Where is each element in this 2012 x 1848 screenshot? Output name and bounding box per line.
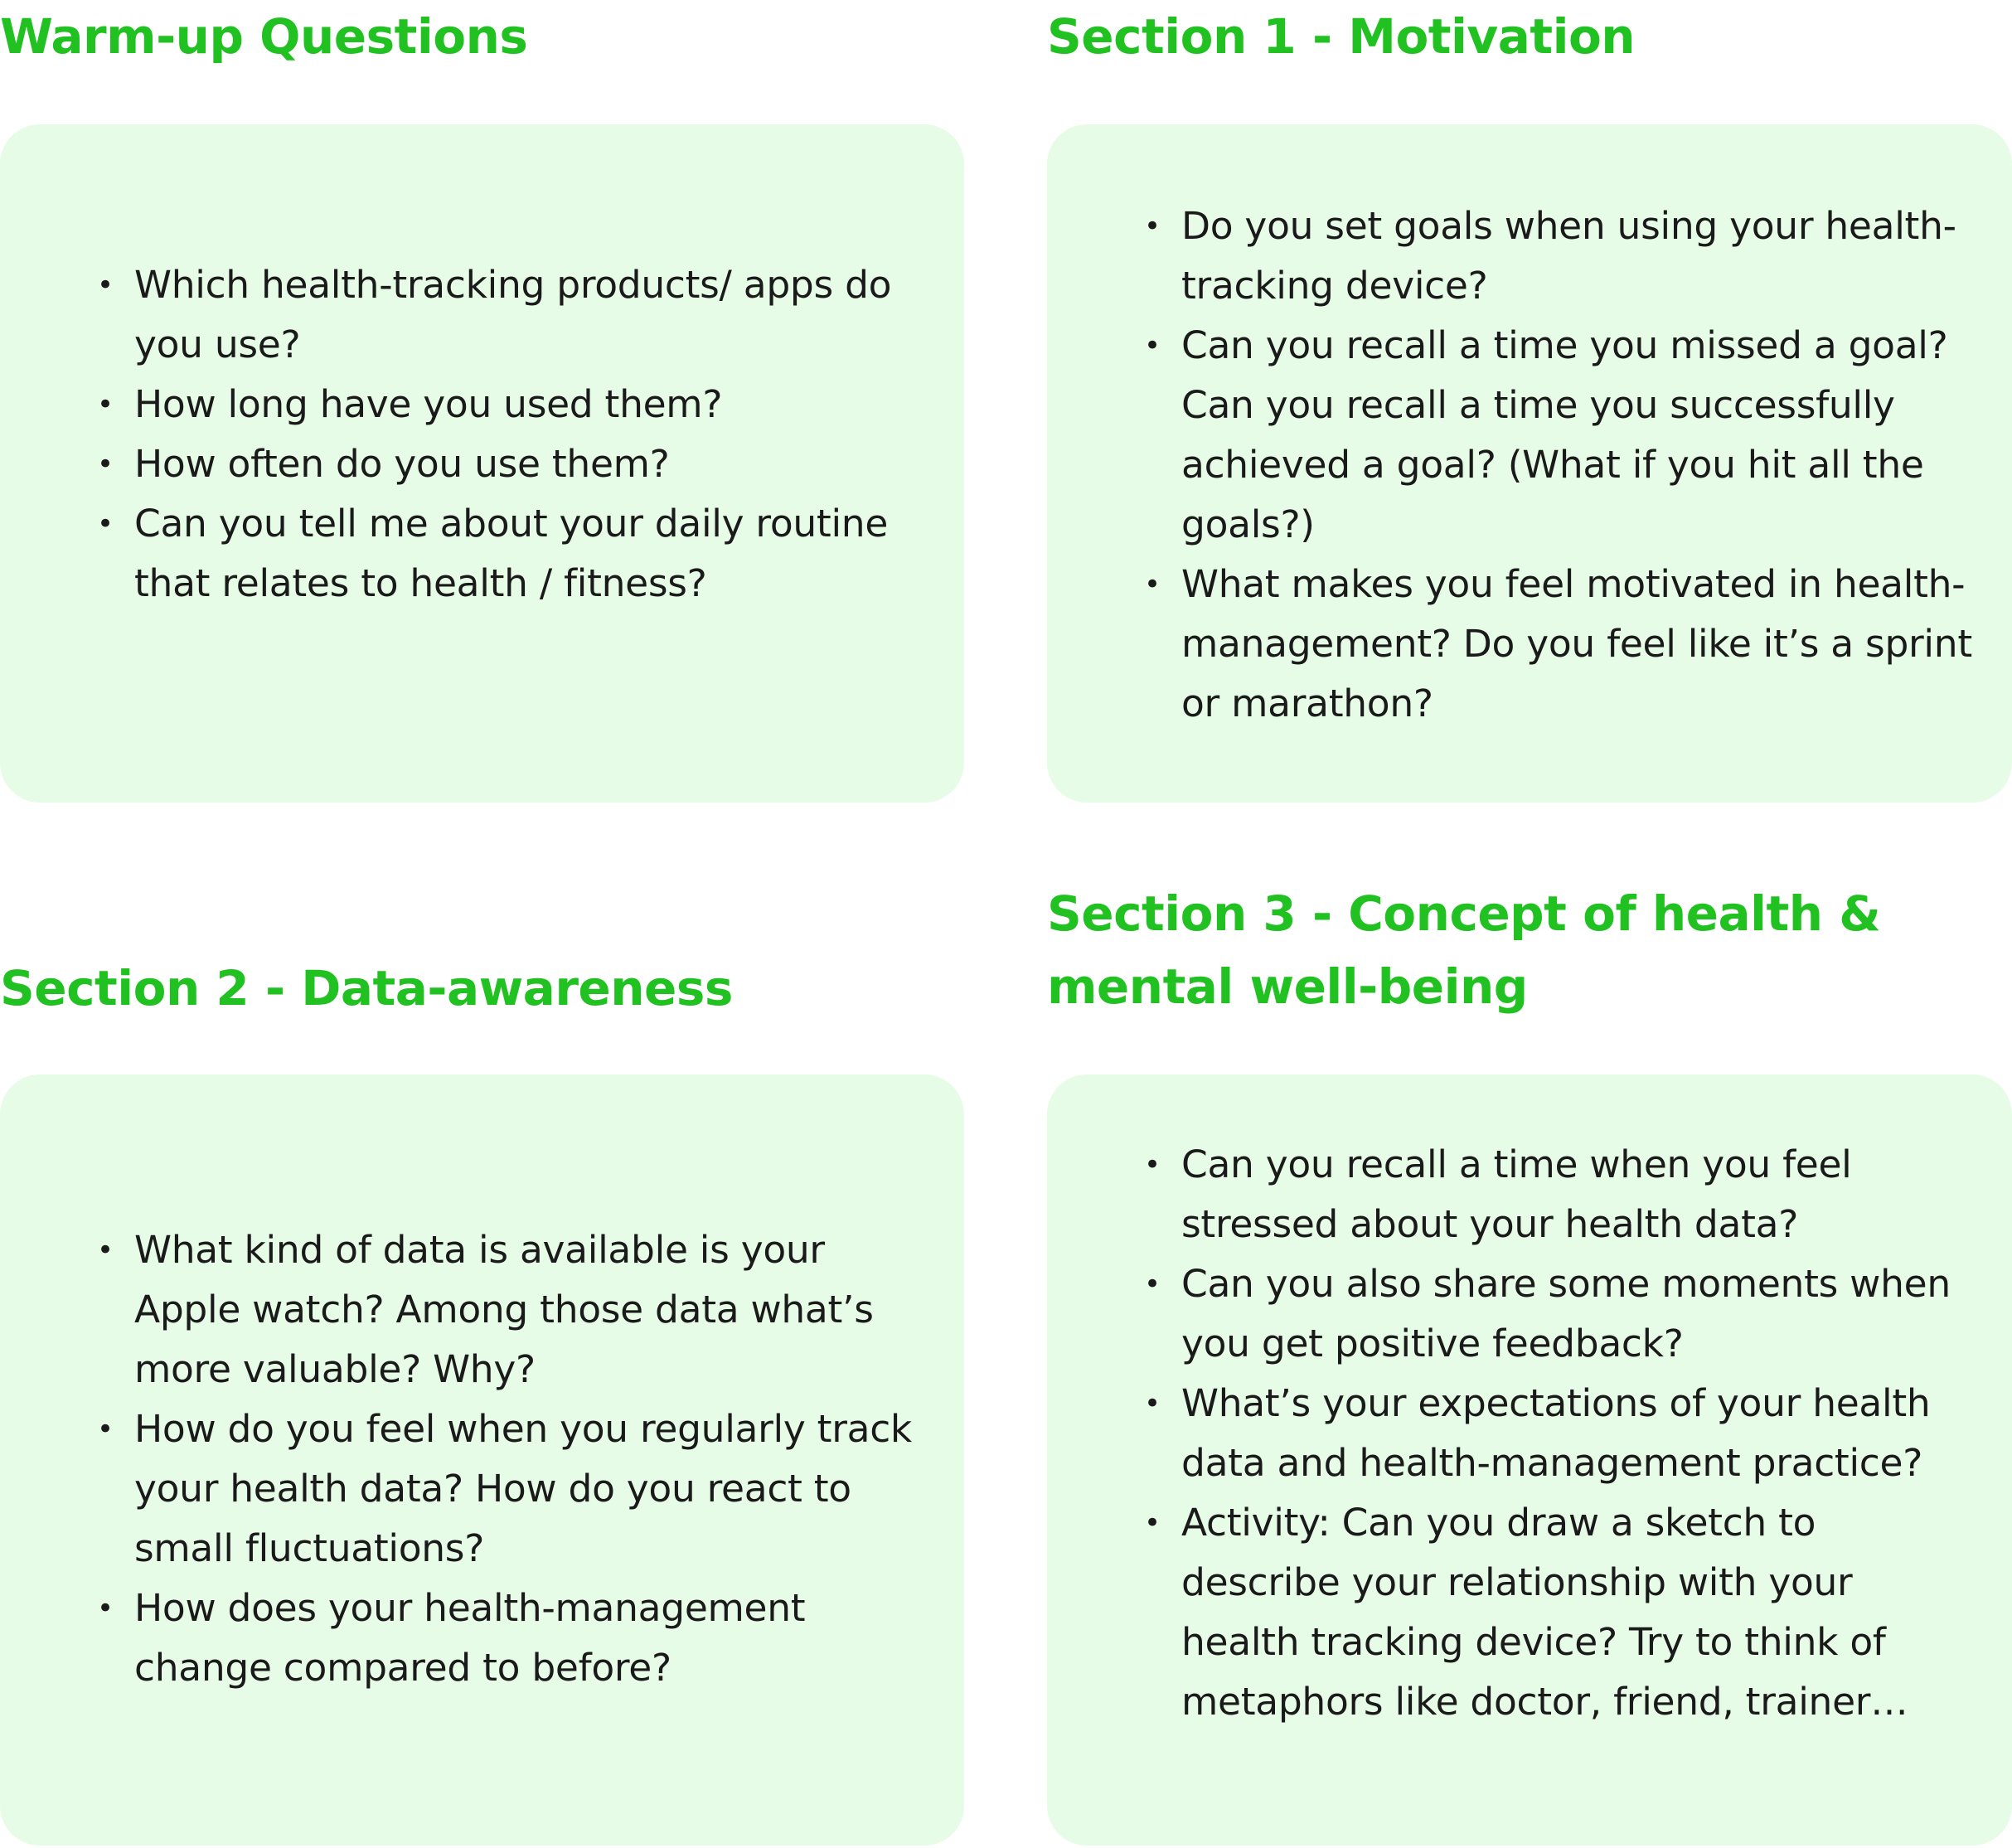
section1-question-1: • Do you set goals when using your health-tracking device? [1144,196,1981,316]
section3-question-1: • Can you recall a time when you feel stressed about your health data? [1144,1135,1981,1254]
section2-question-2: • How do you feel when you regularly track your health data? How do you react to small fluctuations? [97,1399,934,1579]
warmup-card [0,124,964,803]
section3-question-3: • What’s your expectations of your health data and health-management practice? [1144,1374,1981,1493]
section3-card [1047,1074,2012,1846]
section3-question-2: • Can you also share some moments when you get positive feedback? [1144,1254,1981,1374]
warmup-question-1: • Which health-tracking products/ apps do you use? [97,255,893,375]
section1-card [1047,124,2012,803]
section2-title: Section 2 - Data-awareness [0,960,733,1016]
section3-question-4: • Activity: Can you draw a sketch to describe your relationship with your health tracking device? Try to think of metaphors like doctor, friend, trainer… [1144,1493,1981,1732]
section1-question-3: • What makes you feel motivated in health-management? Do you feel like it’s a sprint or marathon? [1144,555,1981,734]
section3-question-list [1144,1135,1981,1732]
section2-question-1: • What kind of data is available is your Apple watch? Among those data what’s more valuable? Why? [97,1220,934,1399]
warmup-question-list [97,255,893,614]
warmup-question-2: • How long have you used them? [97,375,893,434]
warmup-question-4: • Can you tell me about your daily routine that relates to health / fitness? [97,494,893,614]
section2-card [0,1074,964,1846]
section2-question-list [97,1220,934,1698]
warmup-question-3: • How often do you use them? [97,434,893,494]
section1-question-list [1144,196,1981,734]
section1-question-2: • Can you recall a time you missed a goal? Can you recall a time you successfully achieved a goal? (What if you hit all the goals?) [1144,316,1981,555]
section1-title: Section 1 - Motivation [1047,8,1636,65]
warmup-title: Warm-up Questions [0,8,528,65]
section2-question-3: • How does your health-management change compared to before? [97,1579,934,1698]
section3-title: Section 3 - Concept of health & mental well-being [1047,885,1881,1015]
